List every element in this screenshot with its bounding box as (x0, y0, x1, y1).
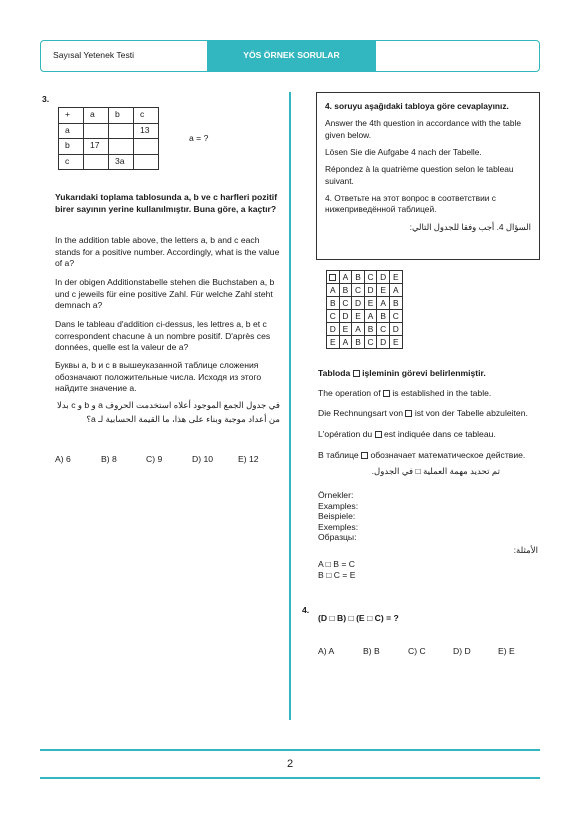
op-table-cell: A (339, 271, 352, 284)
op-desc-en-post: is established in the table. (392, 388, 492, 398)
add-cell (84, 154, 109, 170)
op-table-cell: A (389, 284, 402, 297)
op-table-row (327, 323, 403, 336)
square-operator-icon (353, 370, 360, 377)
op-table-cell: E (352, 310, 365, 323)
question-3-options (55, 454, 278, 466)
op-table-cell: E (327, 336, 340, 349)
instruction-fr: Répondez à la quatrième question selon le tableau suivant. (325, 164, 514, 186)
example-2: B □ C = E (318, 570, 356, 580)
op-table-cell: B (339, 284, 352, 297)
op-table-cell: A (339, 336, 352, 349)
add-cell: 3a (109, 154, 134, 170)
op-table-cell: D (352, 297, 365, 310)
question-4-number: 4. (302, 605, 310, 615)
footer-line-bottom (40, 777, 540, 779)
op-table-cell: D (377, 336, 390, 349)
add-cell: + (59, 108, 84, 124)
op-desc-en (318, 388, 540, 400)
add-cell: a (59, 123, 84, 139)
op-table-cell: A (327, 284, 340, 297)
add-cell: b (109, 108, 134, 124)
question-3-text-en: In the addition table above, the letters a, b and c each stands for a positive number. Accordingly, what is the value of a? (55, 235, 280, 269)
option-a[interactable]: A) 6 (55, 454, 71, 464)
option-a[interactable]: A) A (318, 646, 335, 656)
question-3-text-ru: Буквы a, b и c в вышеуказанной таблице сложения обозначают положительные числа. Исходя из этого найдите значение a. (55, 360, 262, 394)
op-table-cell: A (377, 297, 390, 310)
op-table-cell: B (352, 336, 365, 349)
examples-label-ru: Образцы: (318, 532, 357, 543)
add-cell (134, 154, 159, 170)
instruction-ru: 4. Ответьте на этот вопрос в соответствии с нижеприведённой таблицей. (325, 193, 496, 215)
column-divider (289, 92, 291, 720)
op-desc-ar: تم تحديد مهمة العملية □ في الجدول. (371, 466, 500, 476)
option-b[interactable]: B) 8 (101, 454, 117, 464)
question-3-text-fr: Dans le tableau d'addition ci-dessus, les lettres a, b et c correspondent chacune à un nombre positif. D'après ces données, quelle est la valeur de a? (55, 319, 271, 353)
addition-table (58, 107, 159, 170)
op-table-cell (327, 271, 340, 284)
question-3-text-tr: Yukarıdaki toplama tablosunda a, b ve c harfleri pozitif birer sayının yerine kullanılmıştır. Buna göre, a kaçtır? (55, 192, 278, 214)
op-desc-de-post: ist von der Tabelle abzuleiten. (414, 408, 528, 418)
op-desc-tr (318, 368, 540, 380)
op-table-row (327, 284, 403, 297)
examples-label-en: Examples: (318, 500, 359, 511)
question-4-options (318, 646, 538, 658)
op-table-cell: D (339, 310, 352, 323)
op-table-cell: E (389, 271, 402, 284)
page-header (40, 40, 540, 72)
question-3-text-de: In der obigen Additionstabelle stehen die Buchstaben a, b und c jeweils für eine positive Zahl. Für welche Zahl steht demnach a? (55, 277, 275, 311)
op-desc-fr (318, 429, 540, 441)
examples-label-ar: الأمثلة: (513, 545, 538, 555)
op-table-cell: C (364, 271, 377, 284)
add-cell (84, 123, 109, 139)
header-title: YÖS ÖRNEK SORULAR (208, 41, 375, 71)
op-table-cell: B (327, 297, 340, 310)
page-number: 2 (286, 758, 294, 770)
op-table-cell: C (327, 310, 340, 323)
op-desc-fr-pre: L'opération du (318, 429, 373, 439)
op-table-cell: D (389, 323, 402, 336)
op-table-cell: E (364, 297, 377, 310)
instruction-box (316, 92, 540, 260)
op-table-cell: B (377, 310, 390, 323)
examples-labels (318, 490, 540, 543)
add-cell (109, 139, 134, 155)
op-desc-en-pre: The operation of (318, 388, 381, 398)
instruction-de: Lösen Sie die Aufgabe 4 nach der Tabelle. (325, 147, 482, 158)
example-1: A □ B = C (318, 559, 355, 569)
footer-line-top (40, 749, 540, 751)
add-cell: 17 (84, 139, 109, 155)
add-cell: 13 (134, 123, 159, 139)
add-cell: c (134, 108, 159, 124)
square-operator-icon (405, 410, 412, 417)
op-table-cell: D (377, 271, 390, 284)
op-desc-ru (318, 450, 540, 462)
square-operator-icon (383, 390, 390, 397)
instruction-tr: 4. soruyu aşağıdaki tabloya göre cevaplayınız. (325, 101, 509, 111)
op-table-cell: C (389, 310, 402, 323)
option-e[interactable]: E) 12 (238, 454, 259, 464)
op-table-cell: E (339, 323, 352, 336)
examples-label-fr: Exemples: (318, 521, 359, 532)
instruction-en: Answer the 4th question in accordance with the table given below. (325, 118, 522, 140)
add-cell: b (59, 139, 84, 155)
op-desc-fr-post: est indiquée dans ce tableau. (383, 429, 496, 439)
op-table-cell: C (339, 297, 352, 310)
op-table-row (327, 271, 403, 284)
examples-label-de: Beispiele: (318, 511, 356, 522)
op-table-cell: A (364, 310, 377, 323)
instruction-ar: السؤال 4. أجب وفقا للجدول التالي: (409, 221, 531, 232)
op-table-cell: E (377, 284, 390, 297)
op-table-row (327, 310, 403, 323)
option-d[interactable]: D) 10 (192, 454, 214, 464)
op-table-cell: C (352, 284, 365, 297)
option-e[interactable]: E) E (498, 646, 515, 656)
option-c[interactable]: C) 9 (146, 454, 163, 464)
question-3-text-ar-line1: في جدول الجمع الموجود أعلاه استخدمت الحروف a و b و c بدلا (56, 400, 280, 410)
add-cell (134, 139, 159, 155)
op-desc-de-pre: Die Rechnungsart von (318, 408, 404, 418)
square-operator-icon (361, 452, 368, 459)
option-d[interactable]: D) D (453, 646, 471, 656)
op-table-cell: D (327, 323, 340, 336)
op-desc-ru-post: обозначает математическое действие. (370, 450, 526, 460)
op-table-cell: B (364, 323, 377, 336)
add-cell: c (59, 154, 84, 170)
question-3-ask: a = ? (189, 133, 209, 143)
question-4-expression: (D □ B) □ (E □ C) = ? (318, 613, 399, 623)
add-cell (109, 123, 134, 139)
header-blank-cell (375, 41, 539, 71)
header-test-name: Sayısal Yetenek Testi (41, 41, 208, 71)
op-table-cell: B (389, 297, 402, 310)
op-table-row (327, 297, 403, 310)
op-table-cell: C (377, 323, 390, 336)
op-table-cell: B (352, 271, 365, 284)
op-table-cell: A (352, 323, 365, 336)
question-3-number: 3. (42, 94, 50, 104)
op-desc-de (318, 408, 540, 420)
square-operator-icon (375, 431, 382, 438)
op-table-row (327, 336, 403, 349)
op-table-cell: E (389, 336, 402, 349)
question-3-text-ar-line2: من أعداد موجبة وبناء على هذا، ما القيمة الحسابية لـ a؟ (86, 414, 280, 424)
op-table-cell: D (364, 284, 377, 297)
op-table-cell: C (364, 336, 377, 349)
op-desc-tr-pre: Tabloda (318, 368, 351, 378)
examples-label-tr: Örnekler: (318, 490, 354, 500)
add-cell: a (84, 108, 109, 124)
option-b[interactable]: B) B (363, 646, 380, 656)
op-desc-ru-pre: В таблице (318, 450, 359, 460)
option-c[interactable]: C) C (408, 646, 426, 656)
square-operator-icon (329, 274, 336, 281)
op-desc-tr-post: işleminin görevi belirlenmiştir. (362, 368, 486, 378)
operation-table (326, 270, 403, 349)
